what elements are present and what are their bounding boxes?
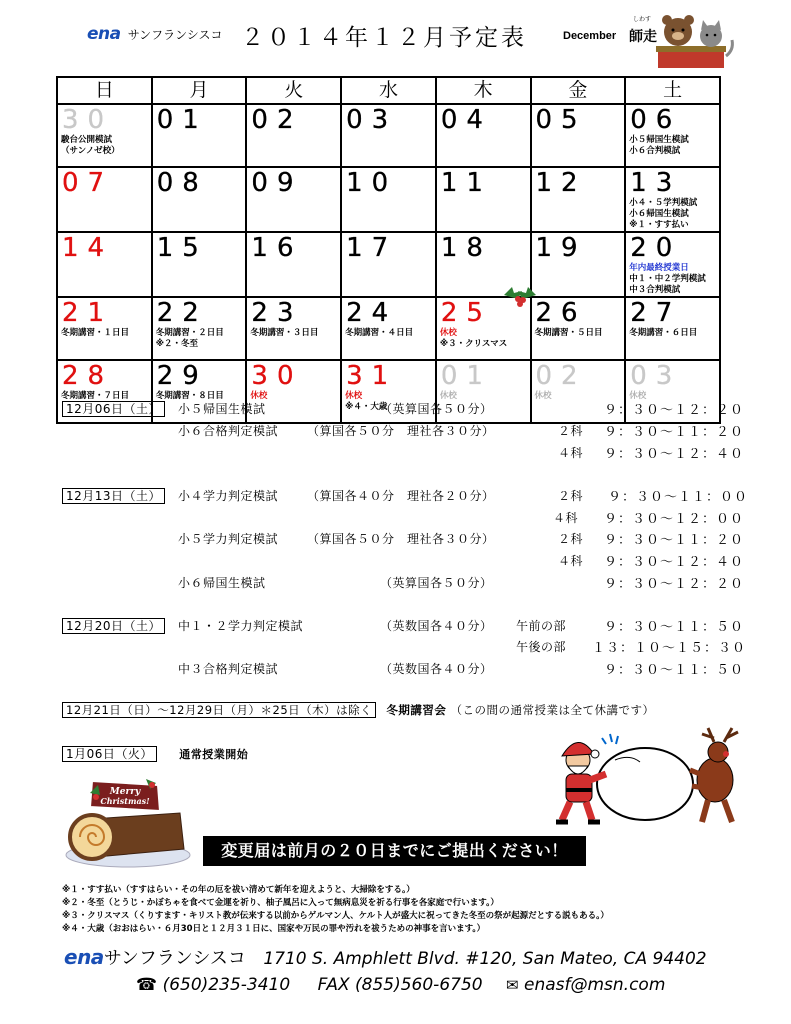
day-number: 06: [630, 105, 682, 135]
calendar-day-cell: [246, 232, 341, 297]
resume-date: 1月06日（火）: [62, 746, 157, 762]
holly-icon: [500, 279, 540, 311]
calendar-day-cell: [625, 104, 720, 167]
calendar-week-row: [57, 297, 720, 360]
santa-reindeer-illustration: [540, 724, 760, 834]
day-event-note: 中３合判模試: [629, 285, 681, 295]
day-number: 27: [630, 298, 682, 328]
schedule-time: ９：３０〜１２：４０: [604, 555, 745, 570]
day-number: 31: [346, 361, 398, 391]
calendar-day-cell: [341, 297, 436, 360]
calendar-day-cell: [57, 167, 152, 232]
calendar-day-cell: [341, 104, 436, 167]
day-number: 07: [62, 168, 114, 198]
day-number: 11: [440, 168, 492, 198]
day-number: 08: [156, 168, 208, 198]
schedule-test: 小６帰国生模試: [178, 576, 266, 590]
calendar-day-cell: [57, 104, 152, 167]
resume-text: 通常授業開始: [179, 748, 249, 761]
day-event-note: ※２・冬至: [155, 339, 198, 349]
schedule-time: ９：３０〜１１：００: [608, 490, 749, 505]
calendar-week-row: [57, 167, 720, 232]
day-number: 03: [346, 105, 398, 135]
calendar-day-cell: [152, 104, 247, 167]
weekday-mon: 月: [152, 77, 247, 104]
day-event-note: 小６合判模試: [629, 146, 681, 156]
footnote-1: ※１・すす払い（すすはらい・その年の厄を祓い清めて新年を迎えようと、大掃除をする。）: [62, 885, 415, 895]
calendar-day-cell: [531, 104, 626, 167]
day-number: 09: [251, 168, 303, 198]
winter-course-row: [62, 702, 654, 718]
footer-phone: (650)235-3410: [162, 975, 291, 995]
schedule-time: ９：３０〜１１：５０: [604, 620, 745, 635]
day-number: 29: [156, 361, 208, 391]
schedule-kind: 午後の部: [516, 640, 567, 654]
day-event-note: 休校: [629, 391, 647, 401]
calendar-week-row: [57, 232, 720, 297]
schedule-test: 中３合格判定模試: [178, 662, 279, 676]
schedule-subjects: （英算国各５０分）: [380, 576, 493, 590]
schedule-test: 小５学力判定模試: [178, 532, 279, 546]
schedule-time: ９：３０〜１１：２０: [604, 533, 745, 548]
schedule-date-1206: 12月06日（土）: [62, 400, 165, 417]
day-event-note: 冬期講習・２日目: [155, 328, 224, 338]
weekday-sat: 土: [625, 77, 720, 104]
calendar-day-cell: [531, 297, 626, 360]
weekday-thu: 木: [436, 77, 531, 104]
day-event-note: ※１・すす払い: [629, 220, 689, 230]
day-event-note: 冬期講習・８日目: [155, 391, 224, 401]
day-number: 12: [535, 168, 587, 198]
weekday-fri: 金: [531, 77, 626, 104]
calendar-day-cell: [152, 167, 247, 232]
day-number: 26: [535, 298, 587, 328]
winter-note: （この間の通常授業は全て休講です）: [450, 703, 655, 717]
day-number: 10: [346, 168, 398, 198]
schedule-subjects: （算国各５０分 理社各３０分）: [307, 424, 495, 438]
calendar-day-cell: [152, 297, 247, 360]
month-old-ruby: しわす: [633, 16, 652, 23]
footnote-3: ※３・クリスマス（くりすます・キリスト教が伝来する以前からゲルマン人、ケルト人が盛大に祝ってきた冬至の祭が起源だとする説もある。）: [62, 911, 609, 921]
footer-address-line: [64, 944, 707, 970]
day-number: 21: [62, 298, 114, 328]
schedule-subjects: （算国各５０分 理社各３０分）: [307, 532, 495, 546]
footnote-4: ※４・大歳（おおはらい・６月30日と１２月３１日に、国家や万民の罪や汚れを祓うための神事を言います。）: [62, 924, 486, 934]
schedule-test: 中１・２学力判定模試: [178, 619, 304, 633]
day-number: 24: [346, 298, 398, 328]
weekday-wed: 水: [341, 77, 436, 104]
footer-school: サンフランシスコ: [103, 948, 246, 969]
schedule-time: １３：１０〜１５：３０: [592, 641, 747, 656]
calendar-body: [57, 104, 720, 423]
day-event-note: （サンノゼ校）: [61, 146, 120, 156]
ena-logo-text: ena: [87, 24, 121, 44]
day-number: 22: [156, 298, 208, 328]
calendar-day-cell: [531, 232, 626, 297]
day-number: 01: [156, 105, 208, 135]
day-number: 16: [251, 233, 303, 263]
calendar-day-cell: [436, 104, 531, 167]
day-number: 20: [630, 233, 682, 263]
cake-sign-text: Merry: [109, 787, 141, 797]
day-number: 04: [440, 105, 492, 135]
schedule-kind: ４科: [553, 511, 579, 525]
day-event-note: ※３・クリスマス: [439, 339, 508, 349]
day-number: 30: [251, 361, 303, 391]
schedule-subjects: （英数国各４０分）: [380, 662, 493, 676]
day-number: 25: [440, 298, 492, 328]
calendar-day-cell: [625, 167, 720, 232]
day-event-note: 小６帰国生模試: [629, 209, 689, 219]
day-event-note: 駿台公開模試: [61, 135, 113, 145]
day-event-note: 小４・５学判模試: [629, 198, 698, 208]
schedule-date-1213: 12月13日（土）: [62, 487, 165, 504]
school-name: サンフランシスコ: [127, 28, 223, 42]
header-logo: [87, 24, 222, 44]
day-event-note: 休校: [439, 328, 457, 338]
day-number: 02: [251, 105, 303, 135]
schedule-time: ９：３０〜１２：００: [604, 512, 745, 527]
phone-icon: ☎: [136, 975, 158, 995]
day-event-note: 冬期講習・５日目: [534, 328, 603, 338]
weekday-tue: 火: [246, 77, 341, 104]
schedule-kind: 午前の部: [516, 619, 567, 633]
schedule-time: ９：３０〜１１：２０: [604, 425, 745, 440]
schedule-kind: ４科: [558, 446, 584, 460]
calendar-day-cell: [436, 167, 531, 232]
calendar-table: [56, 76, 721, 424]
schedule-kind: ４科: [558, 554, 584, 568]
footer-email[interactable]: enasf@msn.com: [523, 975, 666, 995]
footer-contact-line: [136, 975, 665, 995]
day-number: 23: [251, 298, 303, 328]
day-number: 01: [440, 361, 492, 391]
day-event-note: 冬期講習・４日目: [345, 328, 414, 338]
footer-ena-logo: ena: [64, 945, 104, 969]
day-event-note: 小５帰国生模試: [629, 135, 689, 145]
cake-sign-text: Christmas!: [100, 796, 150, 806]
christmas-cake-illustration: [62, 775, 202, 870]
day-event-note: 休校: [250, 391, 268, 401]
schedule-time: ９：３０〜１１：５０: [604, 663, 745, 678]
mail-icon: ✉: [506, 976, 519, 994]
footnote-2: ※２・冬至（とうじ・かぼちゃを食べて金運を祈り、柚子風呂に入って無病息災を祈る行事を各家庭で行います。）: [62, 898, 499, 908]
day-event-note: 休校: [439, 391, 457, 401]
schedule-kind: ２科: [558, 489, 584, 503]
month-english: December: [563, 30, 617, 42]
schedule-subjects: （算国各４０分 理社各２０分）: [307, 489, 495, 503]
day-event-note: ※４・大歳: [345, 402, 388, 412]
calendar-day-cell: [246, 297, 341, 360]
footer-fax: FAX (855)560-6750: [317, 975, 483, 995]
page-title: ２０１４年１２月予定表: [241, 25, 527, 51]
bear-cat-kotatsu-illustration: [656, 10, 736, 72]
day-number: 17: [346, 233, 398, 263]
calendar-day-cell: [341, 167, 436, 232]
schedule-time: ９：３０〜１２：２０: [604, 403, 745, 418]
month-old-name: 師走: [629, 29, 657, 45]
weekday-header-row: [57, 77, 720, 104]
schedule-subjects: （英算国各５０分）: [380, 402, 493, 416]
day-number: 30: [62, 105, 114, 135]
day-number: 03: [630, 361, 682, 391]
day-number: 15: [156, 233, 208, 263]
calendar-week-row: [57, 104, 720, 167]
calendar-day-cell: [57, 297, 152, 360]
schedule-kind: ２科: [558, 424, 584, 438]
day-number: 18: [440, 233, 492, 263]
schedule-date-1220: 12月20日（土）: [62, 617, 165, 634]
day-number: 19: [535, 233, 587, 263]
schedule-test: 小６合格判定模試: [178, 424, 279, 438]
day-event-note: 冬期講習・７日目: [61, 391, 130, 401]
deadline-banner: 変更届は前月の２０日までにご提出ください！: [203, 836, 586, 866]
schedule-time: ９：３０〜１２：４０: [604, 447, 745, 462]
weekday-sun: 日: [57, 77, 152, 104]
calendar-day-cell: [625, 297, 720, 360]
schedule-time: ９：３０〜１２：２０: [604, 577, 745, 592]
schedule-test: 小５帰国生模試: [178, 402, 266, 416]
day-number: 14: [62, 233, 114, 263]
calendar-day-cell: [625, 232, 720, 297]
day-event-note: 年内最終授業日: [629, 263, 689, 273]
schedule-test: 小４学力判定模試: [178, 489, 279, 503]
schedule-kind: ２科: [558, 532, 584, 546]
schedule-subjects: （英数国各４０分）: [380, 619, 493, 633]
day-event-note: 中１・中２学判模試: [629, 274, 706, 284]
resume-row: [62, 745, 248, 762]
calendar-day-cell: [246, 104, 341, 167]
winter-title: 冬期講習会: [386, 703, 447, 717]
day-number: 02: [535, 361, 587, 391]
winter-range: 12月21日（日）〜12月29日（月）＊25日（木）は除く: [62, 702, 376, 718]
footer-address: 1710 S. Amphlett Blvd. #120, San Mateo, CA 94402: [263, 949, 707, 969]
day-event-note: 休校: [534, 391, 552, 401]
day-number: 28: [62, 361, 114, 391]
day-number: 05: [535, 105, 587, 135]
calendar-day-cell: [57, 232, 152, 297]
day-number: 13: [630, 168, 682, 198]
calendar-day-cell: [152, 232, 247, 297]
day-event-note: 冬期講習・６日目: [629, 328, 698, 338]
day-event-note: 冬期講習・１日目: [61, 328, 130, 338]
calendar-day-cell: [531, 167, 626, 232]
calendar-day-cell: [341, 232, 436, 297]
day-event-note: 休校: [345, 391, 363, 401]
calendar-day-cell: [246, 167, 341, 232]
day-event-note: 冬期講習・３日目: [250, 328, 319, 338]
